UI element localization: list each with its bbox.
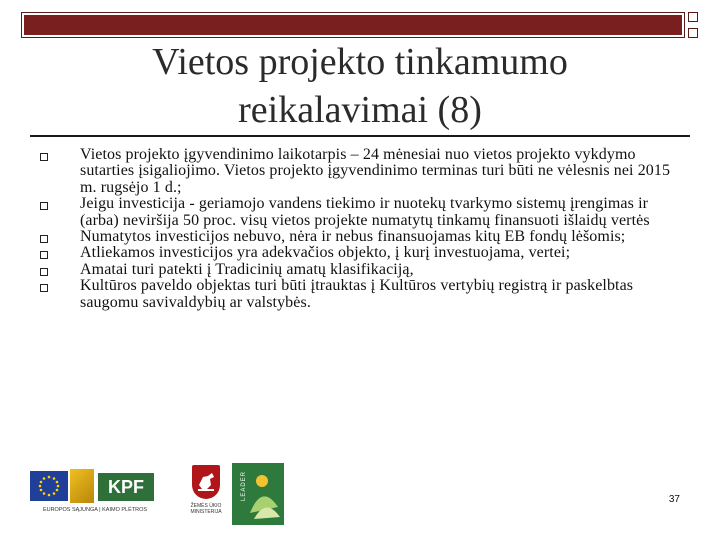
square-bullet-icon	[40, 202, 48, 210]
bullet-item	[40, 229, 690, 245]
bullet-item	[40, 262, 690, 278]
bullet-text: Amatai turi patekti į Tradicinių amatų klasifikaciją,	[80, 260, 414, 278]
bullet-text: Numatytos investicijos nebuvo, nėra ir nebus finansuojamas kitų EB fondų lėšomis;	[80, 228, 626, 246]
wheat-icon	[70, 469, 94, 503]
ministry-logo	[178, 465, 234, 523]
square-bullet-icon	[40, 284, 48, 292]
footer-logos	[20, 463, 520, 525]
corner-square-top	[688, 12, 698, 22]
bullet-text: Jeigu investicija - geriamojo vandens tiekimo ir nuotekų tvarkymo sistemų įrengimas ir (arba) neviršija 50 proc. visų vietos projekte numatytų tinkamų finansuoti išlaidų vertės	[80, 195, 650, 229]
kpf-logo-text: KPF	[98, 473, 154, 501]
eu-flag-icon	[30, 471, 68, 501]
bullet-text: Atliekamos investicijos yra adekvačios objekto, į kurį investuojama, vertei;	[80, 244, 571, 262]
square-bullet-icon	[40, 153, 48, 161]
leader-text: LEADER	[241, 471, 247, 502]
square-bullet-icon	[40, 268, 48, 276]
bullet-item	[40, 278, 690, 311]
bullet-item	[40, 147, 690, 196]
square-bullet-icon	[40, 251, 48, 259]
top-bar-fill	[24, 15, 682, 35]
top-decorative-bar	[21, 12, 685, 38]
leader-emblem-icon	[232, 463, 284, 525]
eu-logo-caption: EUROPOS SĄJUNGA | KAIMO PLĖTROS	[42, 507, 148, 513]
page-number: 37	[668, 494, 680, 505]
slide-title: Vietos projekto tinkamumo reikalavimai (8)	[152, 41, 568, 131]
eu-stars-icon	[30, 471, 68, 501]
title-divider	[30, 135, 690, 137]
square-bullet-icon	[40, 235, 48, 243]
corner-square-mid	[688, 28, 698, 38]
ministry-caption: ŽEMĖS ŪKIO MINISTERIJA	[190, 503, 222, 515]
bullet-list	[40, 147, 690, 311]
coat-of-arms-icon	[192, 465, 220, 499]
leader-logo	[232, 463, 284, 525]
vytis-icon	[192, 465, 220, 499]
eu-kpf-logo	[20, 467, 170, 521]
bullet-item	[40, 196, 690, 229]
bullet-text: Kultūros paveldo objektas turi būti įtrauktas į Kultūros vertybių registrą ir paskelbtas saugomu savivaldybių ar valstybės.	[80, 277, 634, 311]
bullet-text: Vietos projekto įgyvendinimo laikotarpis – 24 mėnesiai nuo vietos projekto vykdymo sutarties įsigaliojimo. Vietos projekto įgyvendinimo terminas turi būti ne vėlesnis nei 2015 m. rugsėjo 1 d.;	[80, 146, 671, 196]
bullet-item	[40, 245, 690, 261]
